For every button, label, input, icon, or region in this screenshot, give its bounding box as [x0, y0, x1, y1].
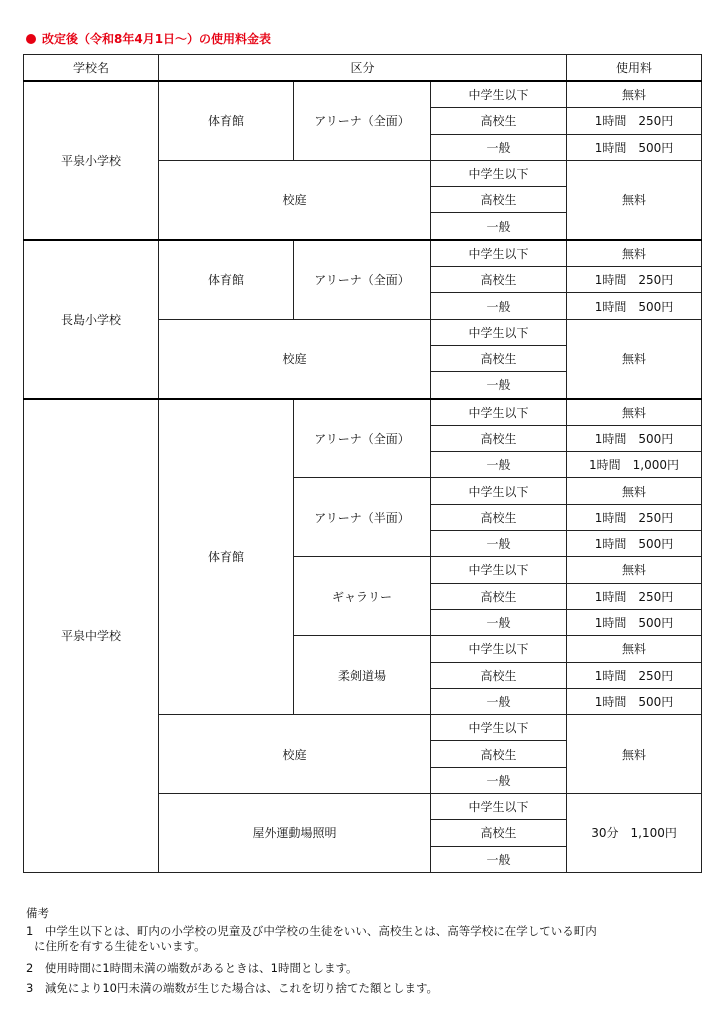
fee-cell: 1時間 500円: [567, 134, 702, 160]
table-row: [24, 399, 702, 426]
fee-cell: 無料: [567, 636, 702, 662]
user-type: 中学生以下: [431, 81, 567, 108]
user-type: 高校生: [431, 108, 567, 134]
facility-name: 校庭: [159, 160, 431, 239]
facility-name: 柔剣道場: [294, 636, 431, 715]
user-type: 高校生: [431, 187, 567, 213]
school-name: 平泉小学校: [24, 81, 159, 240]
user-type: 一般: [431, 134, 567, 160]
user-type: 高校生: [431, 741, 567, 767]
fee-cell: 1時間 1,000円: [567, 452, 702, 478]
fee-cell: 無料: [567, 81, 702, 108]
user-type: 中学生以下: [431, 557, 567, 583]
facility-name: 屋外運動場照明: [159, 794, 431, 873]
fee-cell: 30分 1,100円: [567, 794, 702, 873]
fee-cell: 1時間 250円: [567, 662, 702, 688]
user-type: 一般: [431, 213, 567, 240]
header-category: 区分: [159, 55, 567, 82]
table-header-row: [24, 55, 702, 82]
user-type: 中学生以下: [431, 399, 567, 426]
fee-cell: 1時間 250円: [567, 583, 702, 609]
school-name: 長島小学校: [24, 240, 159, 399]
notes-section: [26, 906, 706, 997]
facility-name: アリーナ（全面）: [294, 399, 431, 478]
notes-title: 備考: [26, 906, 49, 920]
table-row: [24, 81, 702, 108]
user-type: 一般: [431, 767, 567, 793]
facility-name: アリーナ（全面）: [294, 81, 431, 160]
fee-cell: 無料: [567, 319, 702, 398]
user-type: 高校生: [431, 267, 567, 293]
header-fee: 使用料: [567, 55, 702, 82]
note-item: 3 減免により10円未満の端数が生じた場合は、これを切り捨てた額とします。: [26, 981, 439, 995]
fee-cell: 無料: [567, 478, 702, 504]
facility-name: 校庭: [159, 319, 431, 398]
fee-cell: 1時間 500円: [567, 688, 702, 714]
note-item: [26, 924, 706, 955]
user-type: 中学生以下: [431, 636, 567, 662]
facility-name: アリーナ（全面）: [294, 240, 431, 319]
school-name: 平泉中学校: [24, 399, 159, 873]
note-text: 1 中学生以下とは、町内の小学校の児童及び中学校の生徒をいい、高校生とは、高等学校に在学している町内: [26, 923, 597, 938]
note-text-continued: に住所を有する生徒をいいます。: [34, 939, 206, 953]
facility-group: 体育館: [159, 399, 294, 715]
user-type: 一般: [431, 609, 567, 635]
fee-cell: 無料: [567, 160, 702, 239]
facility-group: 体育館: [159, 81, 294, 160]
heading-text: 改定後（令和8年4月1日～）の使用料金表: [42, 32, 272, 46]
user-type: 一般: [431, 531, 567, 557]
user-type: 高校生: [431, 345, 567, 371]
fee-cell: 1時間 500円: [567, 531, 702, 557]
fee-cell: 1時間 500円: [567, 293, 702, 319]
table-row: [24, 240, 702, 267]
fee-cell: 1時間 500円: [567, 425, 702, 451]
user-type: 一般: [431, 452, 567, 478]
user-type: 中学生以下: [431, 319, 567, 345]
header-school: 学校名: [24, 55, 159, 82]
fee-table-heading: [26, 30, 271, 47]
fee-cell: 1時間 500円: [567, 609, 702, 635]
user-type: 高校生: [431, 820, 567, 846]
facility-group: 体育館: [159, 240, 294, 319]
user-type: 高校生: [431, 662, 567, 688]
user-type: 一般: [431, 293, 567, 319]
user-type: 一般: [431, 372, 567, 399]
user-type: 中学生以下: [431, 715, 567, 741]
fee-cell: 1時間 250円: [567, 267, 702, 293]
fee-cell: 無料: [567, 557, 702, 583]
user-type: 中学生以下: [431, 478, 567, 504]
fee-cell: 無料: [567, 240, 702, 267]
user-type: 高校生: [431, 504, 567, 530]
user-type: 一般: [431, 846, 567, 872]
user-type: 高校生: [431, 425, 567, 451]
facility-name: アリーナ（半面）: [294, 478, 431, 557]
facility-name: 校庭: [159, 715, 431, 794]
fee-cell: 1時間 250円: [567, 108, 702, 134]
user-type: 中学生以下: [431, 240, 567, 267]
red-bullet-icon: [26, 34, 36, 44]
user-type: 中学生以下: [431, 794, 567, 820]
fee-cell: 無料: [567, 399, 702, 426]
facility-name: ギャラリー: [294, 557, 431, 636]
user-type: 一般: [431, 688, 567, 714]
user-type: 中学生以下: [431, 160, 567, 186]
fee-cell: 無料: [567, 715, 702, 794]
user-type: 高校生: [431, 583, 567, 609]
note-item: 2 使用時間に1時間未満の端数があるときは、1時間とします。: [26, 960, 358, 975]
fee-table: [23, 54, 702, 873]
fee-cell: 1時間 250円: [567, 504, 702, 530]
